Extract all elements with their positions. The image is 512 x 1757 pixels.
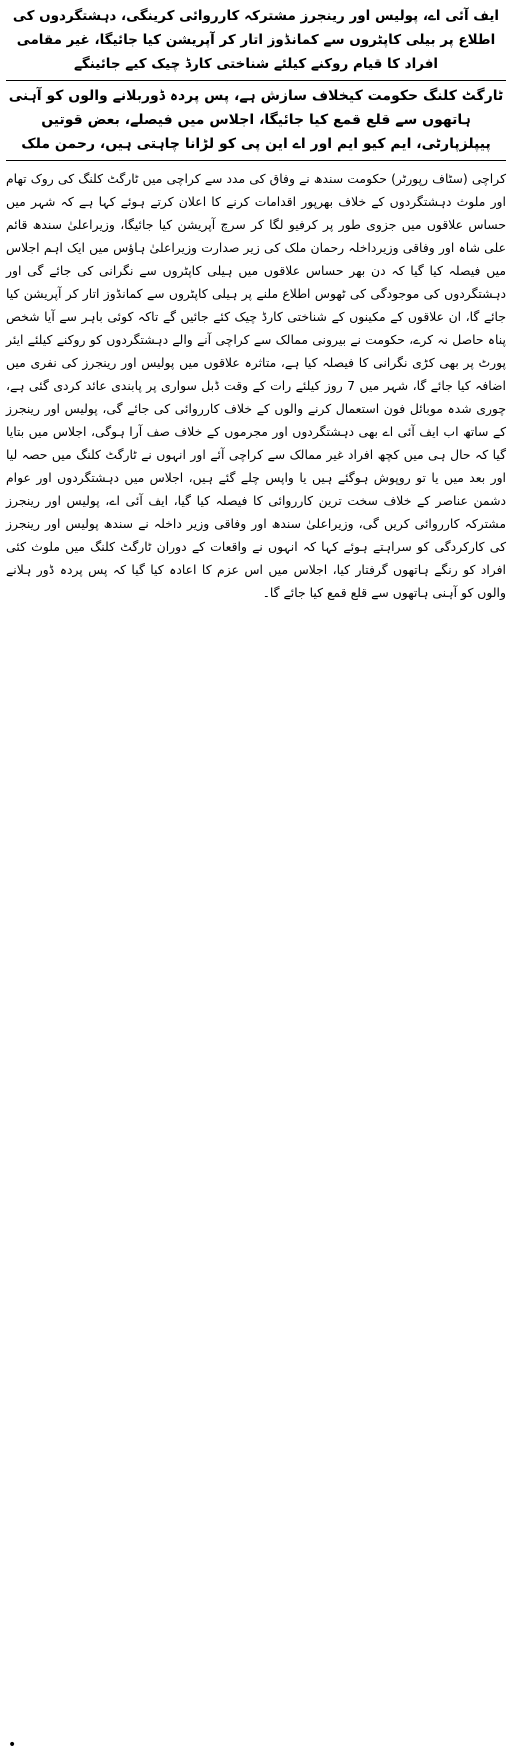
headline-divider [6, 80, 506, 81]
end-mark: • [8, 1737, 17, 1753]
newspaper-article [6, 4, 506, 604]
subhead-divider [6, 160, 506, 161]
article-body [6, 167, 506, 604]
headline: ایف آئی اے، پولیس اور رینجرز مشترکہ کارروائی کرینگی، دہشتگردوں کی اطلاع پر بیلی کاپٹروں سے کمانڈوز اتار کر آپریشن کیا جائیگا، غیر مقامی افراد کا قیام روکنے کیلئے شناختی کارڈ چیک کیے جائینگے [12, 8, 500, 72]
subheadline: ٹارگٹ کلنگ حکومت کیخلاف سازش ہے، پس پردہ ڈوربلانے والوں کو آہنی ہاتھوں سے قلع قمع کیا جائیگا، اجلاس میں فیصلے، بعض قوتیں پیپلزپارٹی، ایم کیو ایم اور اے این پی کو لڑانا چاہتی ہیں، رحمن ملک [8, 88, 504, 152]
article-paragraph: کراچی (سٹاف رپورٹر) حکومت سندھ نے وفاق کی مدد سے کراچی میں ٹارگٹ کلنگ کی روک تھام اور ملوث دہشتگردوں کے خلاف بھرپور اقدامات کرنے کا اعلان کرتے ہوئے کہا ہے کہ شہر میں حساس علاقوں میں جزوی طور پر کرفیو لگا کر سرچ آپریشن کیا جائیگا، وزیراعلیٰ سندھ قائم علی شاہ اور وفاقی وزیرداخلہ رحمان ملک کی زیر صدارت وزیراعلیٰ ہاؤس میں ایک اہم اجلاس میں فیصلہ کیا گیا کہ دن بھر حساس علاقوں میں ہیلی کاپٹروں سے نگرانی کی جائے گی اور دہشتگردوں کی موجودگی کی ٹھوس اطلاع ملنے پر ہیلی کاپٹروں سے کمانڈوز اتار کر آپریشن کیا جائے گا، ان علاقوں کے مکینوں کے شناختی کارڈ چیک کئے جائیں گے تاکہ کوئی باہر سے آیا شخص پناہ حاصل نہ کرے، حکومت نے بیرونی ممالک سے کراچی آنے والے دہشتگردوں کو روکنے کیلئے ایئر پورٹ پر بھی کڑی نگرانی کا فیصلہ کیا ہے، متاثرہ علاقوں میں پولیس اور رینجرز کی نفری میں اضافہ کیا جائے گا، شہر میں 7 روز کیلئے رات کے وقت ڈبل سواری پر پابندی عائد کردی گئی ہے، چوری شدہ موبائل فون استعمال کرنے والوں کے خلاف کارروائی کی جائے گی، پولیس اور رینجرز کے ساتھ اب ایف آئی اے بھی دہشتگردوں اور مجرموں کے خلاف صف آرا ہوگی، اجلاس میں بتایا گیا کہ حال ہی میں کچھ افراد غیر ممالک سے کراچی آئے اور انہوں نے ٹارگٹ کلنگ میں حصہ لیا اور بعد میں یا تو روپوش ہوگئے ہیں یا واپس چلے گئے ہیں، اجلاس میں دہشتگردوں اور عوام دشمن عناصر کے خلاف سخت ترین کارروائی کا فیصلہ کیا گیا، ایف آئی اے، پولیس اور رینجرز مشترکہ کارروائی کریں گی، وزیراعلیٰ سندھ اور وفاقی وزیر داخلہ نے سندھ پولیس اور رینجرز کی کارکردگی کو سراہتے ہوئے کہا کہ انہوں نے واقعات کے دوران ٹارگٹ کلنگ میں ملوث کئی افراد کو رنگے ہاتھوں گرفتار کیا، اجلاس میں اس عزم کا اعادہ کیا گیا کہ پس پردہ ڈور ہلانے والوں کو آہنی ہاتھوں سے قلع قمع کیا جائے گا۔ [6, 171, 506, 600]
